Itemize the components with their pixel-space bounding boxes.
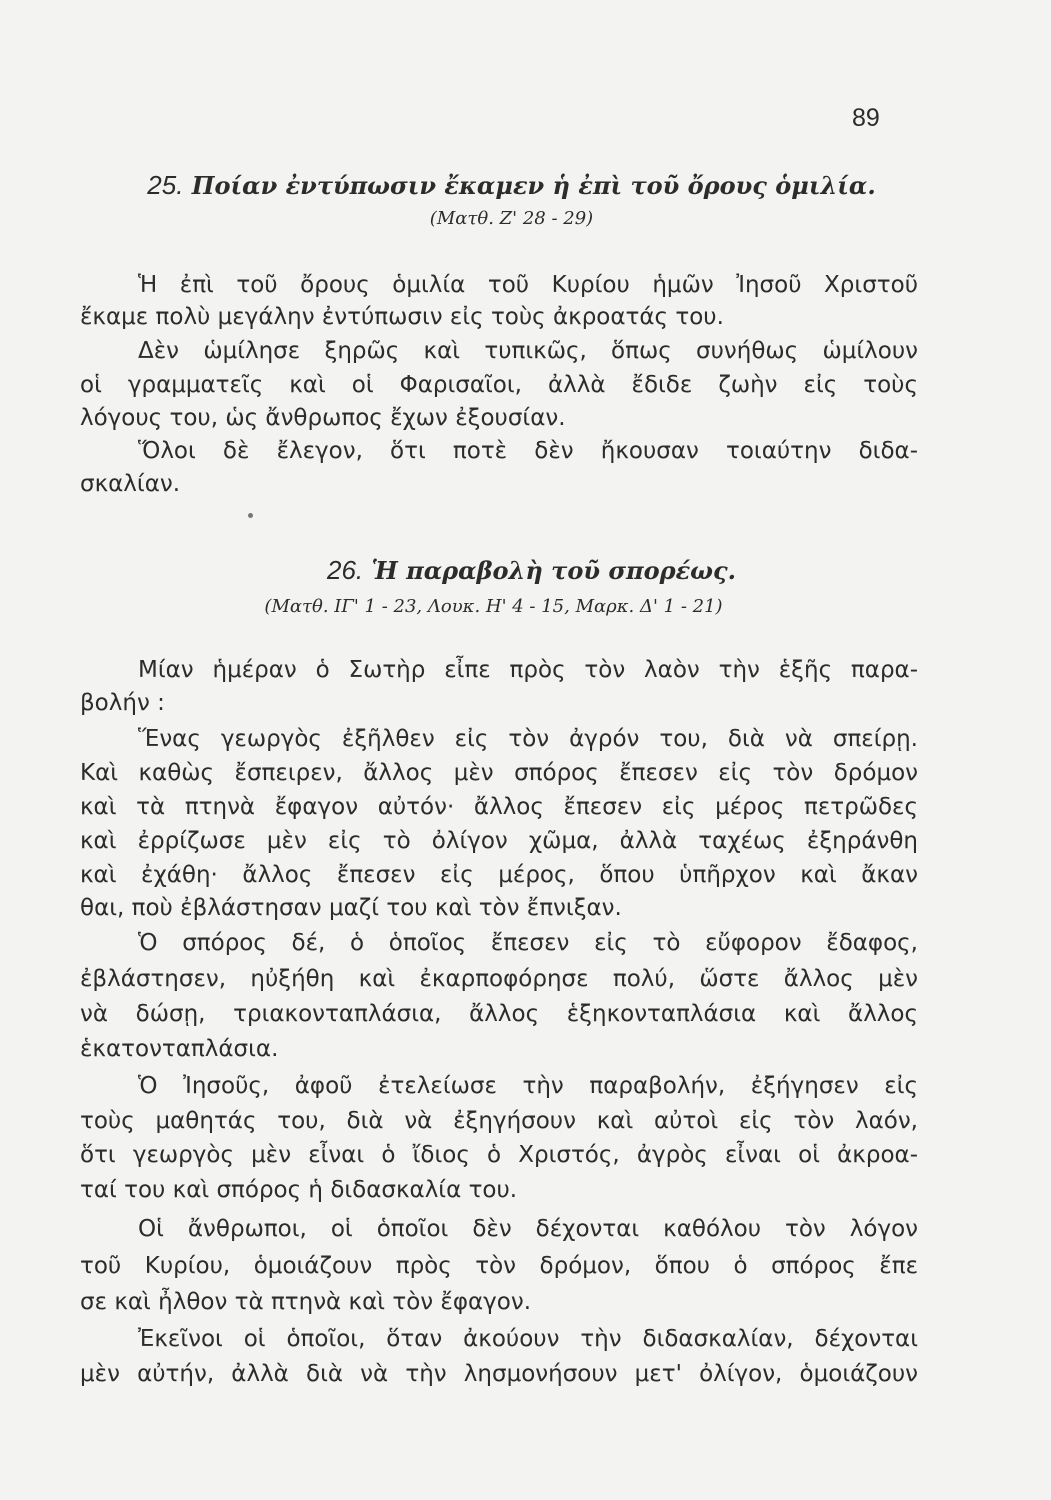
text-line: Ἐκεῖνοι οἱ ὁποῖοι, ὅταν ἀκούουν τὴν διδασκαλίαν, δέχονται [138, 1326, 918, 1352]
text-line: νὰ δώσῃ, τριακονταπλάσια, ἄλλος ἑξηκονταπλάσια καὶ ἄλλος [80, 1001, 918, 1027]
text-line: σκαλίαν. [80, 471, 181, 497]
text-line: θαι, ποὺ ἐβλάστησαν μαζί του καὶ τὸν ἔπνιξαν. [80, 895, 622, 921]
text-line: οἱ γραμματεῖς καὶ οἱ Φαρισαῖοι, ἀλλὰ ἔδιδε ζωὴν εἰς τοὺς [80, 372, 918, 398]
text-line: ἐβλάστησεν, ηὐξήθη καὶ ἐκαρποφόρησε πολύ, ὥστε ἄλλος μὲν [80, 966, 918, 992]
text-line: Ἕνας γεωργὸς ἐξῆλθεν εἰς τὸν ἀγρόν του, διὰ νὰ σπείρῃ. [138, 726, 918, 752]
text-line: μὲν αὐτήν, ἀλλὰ διὰ νὰ τὴν λησμονήσουν μετ' ὀλίγον, ὁμοιάζουν [80, 1361, 918, 1387]
text-line: ἔκαμε πολὺ μεγάλην ἐντύπωσιν εἰς τοὺς ἀκροατάς του. [80, 304, 724, 330]
section-26-heading [6, 555, 1051, 586]
text-line: τοῦ Κυρίου, ὁμοιάζουν πρὸς τὸν δρόμον, ὅπου ὁ σπόρος ἔπε [80, 1253, 918, 1279]
section-25-title: Ποίαν ἐντύπωσιν ἔκαμεν ἡ ἐπὶ τοῦ ὄρους ὁμιλία. [191, 171, 876, 200]
text-line: Καὶ καθὼς ἔσπειρεν, ἄλλος μὲν σπόρος ἔπεσεν εἰς τὸν δρόμον [80, 760, 918, 786]
section-25-heading [0, 170, 1037, 201]
text-line: τοὺς μαθητάς του, διὰ νὰ ἐξηγήσουν καὶ αὐτοὶ εἰς τὸν λαόν, [80, 1108, 918, 1134]
text-line: Ὁ Ἰησοῦς, ἀφοῦ ἐτελείωσε τὴν παραβολήν, ἐξήγησεν εἰς [138, 1073, 918, 1099]
text-line: καὶ τὰ πτηνὰ ἔφαγον αὐτόν· ἄλλος ἔπεσεν εἰς μέρος πετρῶδες [80, 794, 918, 820]
text-line: λόγους του, ὡς ἄνθρωπος ἔχων ἐξουσίαν. [80, 405, 566, 431]
text-line: καὶ ἐχάθη· ἄλλος ἔπεσεν εἰς μέρος, ὅπου ὑπῆρχον καὶ ἄκαν [80, 862, 918, 888]
section-26-reference: (Ματθ. ΙΓ' 1 - 23, Λουκ. Η' 4 - 15, Μαρκ. Δ' 1 - 21) [264, 596, 723, 617]
ink-spot [248, 513, 253, 518]
text-line: Ὅλοι δὲ ἔλεγον, ὅτι ποτὲ δὲν ἤκουσαν τοιαύτην διδα- [138, 438, 918, 464]
text-line: ὅτι γεωργὸς μὲν εἶναι ὁ ἴδιος ὁ Χριστός, ἀγρὸς εἶναι οἱ ἀκροα- [80, 1142, 918, 1168]
section-25-number: 25. [147, 170, 184, 200]
section-26-title: Ἡ παραβολὴ τοῦ σπορέως. [371, 556, 736, 585]
text-line: ἑκατονταπλάσια. [80, 1036, 279, 1062]
text-line: βολήν : [80, 690, 165, 716]
text-line: σε καὶ ἦλθον τὰ πτηνὰ καὶ τὸν ἔφαγον. [80, 1289, 532, 1315]
text-line: καὶ ἐρρίζωσε μὲν εἰς τὸ ὀλίγον χῶμα, ἀλλὰ ταχέως ἐξηράνθη [80, 828, 918, 854]
text-line: Ἡ ἐπὶ τοῦ ὄρους ὁμιλία τοῦ Κυρίου ἡμῶν Ἰησοῦ Χριστοῦ [138, 272, 918, 298]
text-line: Οἱ ἄνθρωποι, οἱ ὁποῖοι δὲν δέχονται καθόλου τὸν λόγον [138, 1216, 918, 1242]
text-line: Δὲν ὡμίλησε ξηρῶς καὶ τυπικῶς, ὅπως συνήθως ὡμίλουν [138, 338, 918, 364]
section-25-reference: (Ματθ. Ζ' 28 - 29) [429, 208, 594, 229]
section-26-number: 26. [327, 555, 364, 585]
page-number: 89 [852, 104, 880, 132]
text-line: Ὁ σπόρος δέ, ὁ ὁποῖος ἔπεσεν εἰς τὸ εὔφορον ἔδαφος, [138, 930, 918, 956]
text-line: ταί του καὶ σπόρος ἡ διδασκαλία του. [80, 1177, 518, 1203]
text-line: Μίαν ἡμέραν ὁ Σωτὴρ εἶπε πρὸς τὸν λαὸν τὴν ἑξῆς παρα- [138, 657, 918, 683]
